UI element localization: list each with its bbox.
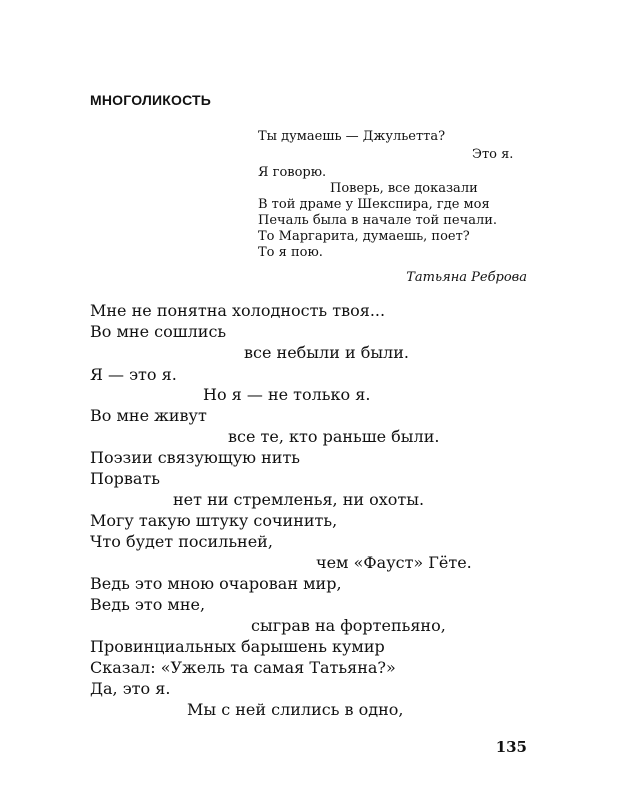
epigraph-line: Печаль была в начале той печали.	[258, 213, 498, 228]
poem-line: все те, кто раньше были.	[228, 427, 440, 446]
epigraph-line: То Маргарита, думаешь, поет?	[258, 229, 470, 244]
epigraph-line: То я пою.	[258, 245, 323, 260]
epigraph-author: Татьяна Реброва	[406, 270, 527, 285]
poem-line: все небыли и были.	[244, 343, 409, 362]
poem-line: Мы с ней слились в одно,	[187, 700, 404, 719]
poem-line: нет ни стремленья, ни охоты.	[173, 490, 425, 509]
poem-line: Что будет посильней,	[90, 532, 273, 551]
poem-line: Да, это я.	[90, 679, 171, 698]
poem-line: Но я — не только я.	[203, 385, 371, 404]
poem-line: Порвать	[90, 469, 160, 488]
poem-line: Поэзии связующую нить	[90, 448, 301, 467]
poem-line: чем «Фауст» Гёте.	[316, 553, 472, 572]
poem-line: Во мне сошлись	[90, 322, 227, 341]
poem-line: Мне не понятна холодность твоя...	[90, 301, 386, 320]
epigraph-line: Я говорю.	[258, 165, 327, 180]
epigraph-line: Это я.	[472, 147, 514, 162]
poem-line: Я — это я.	[90, 365, 177, 384]
poem-line: сыграв на фортепьяно,	[251, 616, 446, 635]
poem-line: Ведь это мне,	[90, 595, 206, 614]
epigraph-line: Ты думаешь — Джульетта?	[258, 129, 446, 144]
poem-line: Ведь это мною очарован мир,	[90, 574, 342, 593]
poem-line: Провинциальных барышень кумир	[90, 637, 385, 656]
poem-line: Могу такую штуку сочинить,	[90, 511, 338, 530]
poem-line: Во мне живут	[90, 406, 207, 425]
poem-title: МНОГОЛИКОСТЬ	[90, 92, 212, 108]
epigraph-line: Поверь, все доказали	[330, 181, 478, 196]
page-number: 135	[495, 738, 527, 756]
poem-line: Сказал: «Ужель та самая Татьяна?»	[90, 658, 396, 677]
epigraph-line: В той драме у Шекспира, где моя	[258, 197, 490, 212]
